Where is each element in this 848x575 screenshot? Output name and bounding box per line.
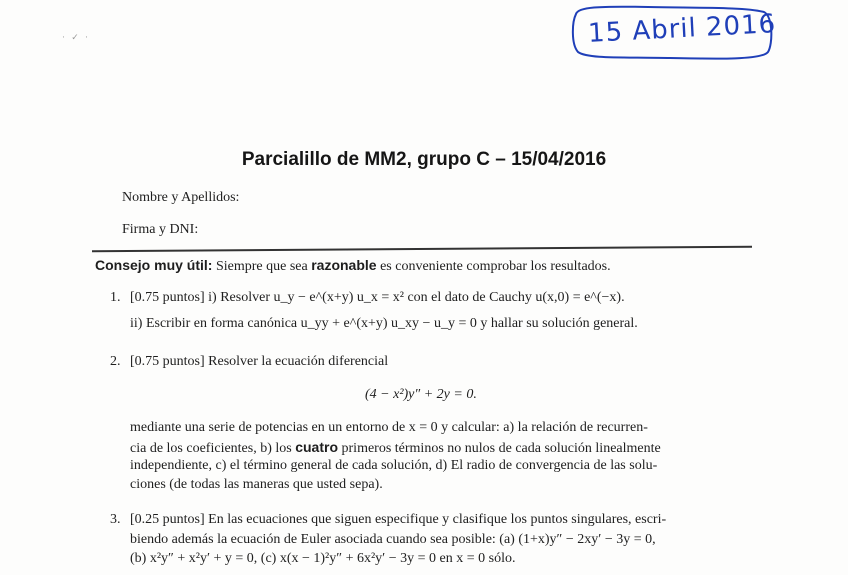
advice-pre: Siempre que sea [212,259,312,274]
scan-mark: · ✓ · [62,32,91,42]
problem-2-line-1: mediante una serie de potencias en un entorno de x = 0 y calcular: a) la relación de recurren- [130,420,648,435]
problem-3-line-2: biendo además la ecuación de Euler asociada cuando sea posible: (a) (1+x)y″ − 2xy′ − 3y = 0, [130,532,656,547]
problem-2-line-2: cia de los coeficientes, b) los cuatro primeros términos no nulos de cada solución linealmente [130,439,661,456]
advice-post: es conveniente comprobar los resultados. [376,259,611,274]
advice-line [95,257,611,275]
advice-bold: razonable [311,257,377,273]
advice-lead: Consejo muy útil: [95,257,213,273]
problem-2-intro: [0.75 puntos] Resolver la ecuación diferencial [130,354,389,369]
handwritten-date-stamp [568,4,777,62]
name-field-label: Nombre y Apellidos: [122,190,240,205]
divider [92,246,752,253]
problem-1-line-2: ii) Escribir en forma canónica u_yy + e^(x+y) u_xy − u_y = 0 y hallar su solución general. [130,316,638,331]
problem-1-number: 1. [110,290,121,305]
problem-3-line-3: (b) x²y″ + x²y′ + y = 0, (c) x(x − 1)²y″ + 6x²y′ − 3y = 0 en x = 0 sólo. [130,551,516,566]
problem-3-line-1: [0.25 puntos] En las ecuaciones que siguen especifique y clasifique los puntos singulares, escri- [130,512,667,527]
problem-1-line-1: [0.75 puntos] i) Resolver u_y − e^(x+y) u_x = x² con el dato de Cauchy u(x,0) = e^(−x). [130,290,625,305]
stamp-date-text: 15 Abril 2016 [587,9,777,49]
id-field-label: Firma y DNI: [122,222,199,237]
page-title: Parcialillo de MM2, grupo C – 15/04/2016 [241,149,607,170]
problem-2-equation: (4 − x²)y″ + 2y = 0. [365,387,477,402]
problem-2-line-3: independiente, c) el término general de cada solución, d) El radio de convergencia de las solu- [130,458,658,473]
problem-2-number: 2. [110,354,121,369]
problem-3-number: 3. [110,512,121,527]
problem-2-bold-word: cuatro [295,439,339,455]
problem-2-line-4: ciones (de todas las maneras que usted sepa). [130,477,383,492]
